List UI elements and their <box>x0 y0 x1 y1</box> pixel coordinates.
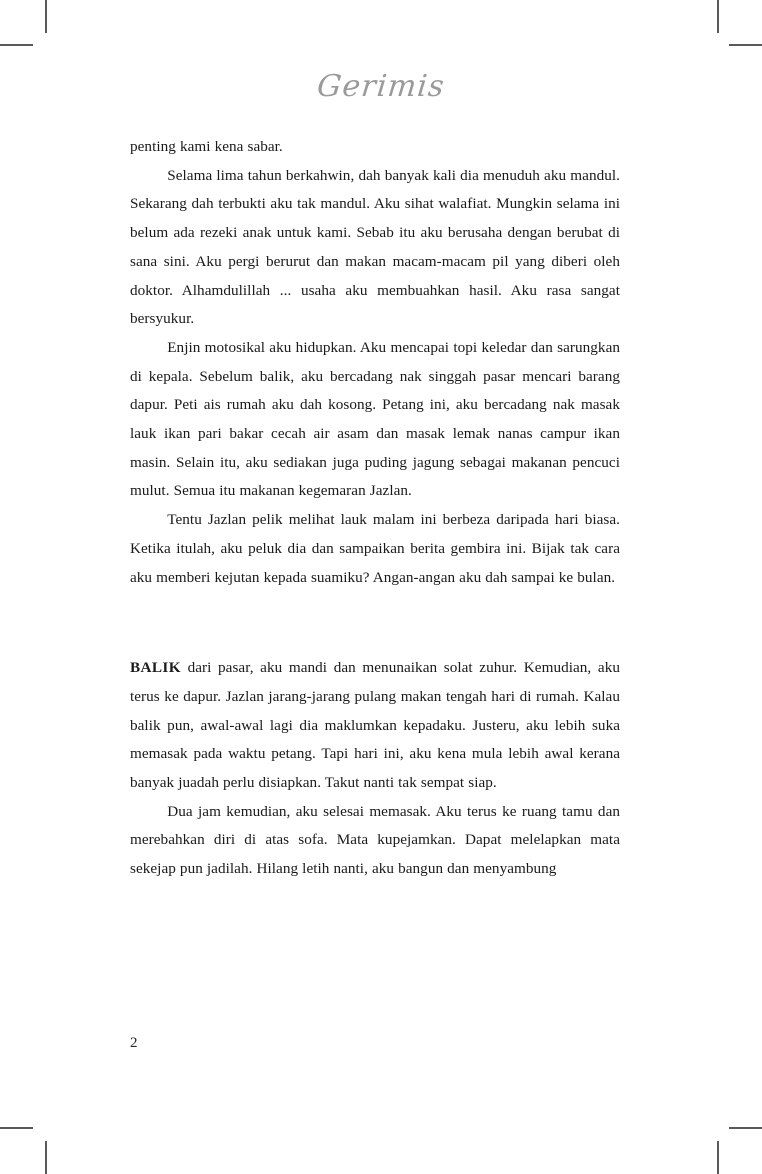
paragraph: Dua jam kemudian, aku selesai memasak. Aku terus ke ruang tamu dan merebahkan diri di atas sofa. Mata kupejamkan. Dapat melelapkan mata sekejap pun jadilah. Hilang letih nanti, aku bangun dan menyambung <box>130 802 620 878</box>
crop-mark-top-left-vertical <box>45 0 47 33</box>
crop-mark-bottom-right-horizontal <box>729 1127 762 1129</box>
running-head: Gerimis <box>315 69 447 104</box>
lead-capitals: BALIK <box>130 659 181 677</box>
body-text-block <box>130 133 620 884</box>
page-number: 2 <box>130 1035 138 1051</box>
paragraph-text: dari pasar, aku mandi dan menunaikan solat zuhur. Kemudian, aku terus ke dapur. Jazlan jarang-jarang pulang makan tengah hari di rumah. Kalau balik pun, awal-awal lagi dia maklumkan kepadaku. Justeru, aku lebih suka memasak pada waktu petang. Tapi hari ini, aku kena mula lebih awal kerana banyak juadah perlu disiapkan. Takut nanti tak sempat siap. <box>130 659 620 792</box>
crop-mark-top-right-vertical <box>717 0 719 33</box>
crop-mark-bottom-right-vertical <box>717 1141 719 1174</box>
paragraph: Enjin motosikal aku hidupkan. Aku mencapai topi keledar dan sarungkan di kepala. Sebelum balik, aku bercadang nak singgah pasar mencari barang dapur. Peti ais rumah aku dah kosong. Petang ini, aku bercadang nak masak lauk ikan pari bakar cecah air asam dan masak lemak nanas campur ikan masin. Selain itu, aku sediakan juga puding jagung sebagai makanan pencuci mulut. Semua itu makanan kegemaran Jazlan. <box>130 338 620 500</box>
paragraph: Tentu Jazlan pelik melihat lauk malam ini berbeza daripada hari biasa. Ketika itulah, aku peluk dia dan sampaikan berita gembira ini. Bijak tak cara aku memberi kejutan kepada suamiku? Angan-angan aku dah sampai ke bulan. <box>130 511 620 586</box>
paragraph-section-opening <box>130 654 620 798</box>
paragraph: Selama lima tahun berkahwin, dah banyak kali dia menuduh aku mandul. Sekarang dah terbukti aku tak mandul. Aku sihat walafiat. Mungkin selama ini belum ada rezeki anak untuk kami. Sebab itu aku berusaha dengan berubat di sana sini. Aku pergi berurut dan makan macam-macam pil yang diberi oleh doktor. Alhamdulillah ... usaha aku membuahkan hasil. Aku rasa sangat bersyukur. <box>130 166 620 328</box>
crop-mark-top-right-horizontal <box>729 44 762 46</box>
paragraph-continuation: penting kami kena sabar. <box>130 138 283 155</box>
section-break <box>130 592 620 654</box>
crop-mark-top-left-horizontal <box>0 44 33 46</box>
crop-mark-bottom-left-vertical <box>45 1141 47 1174</box>
crop-mark-bottom-left-horizontal <box>0 1127 33 1129</box>
